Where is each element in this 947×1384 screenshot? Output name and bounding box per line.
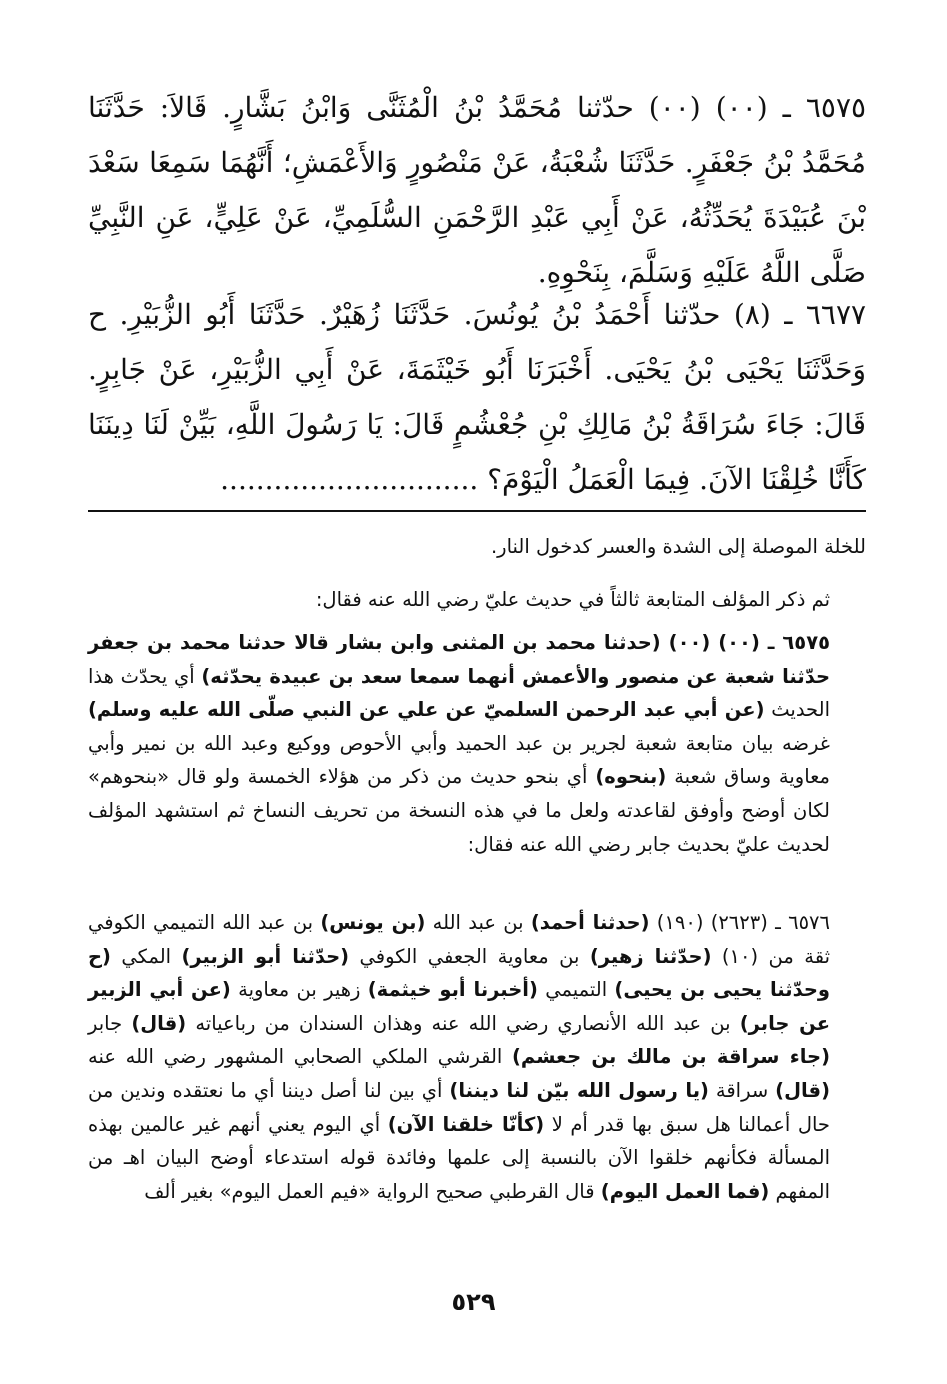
hadith-text: ـ (٨) حدّثنا أَحْمَدُ بْنُ يُونُسَ. حَدَّثَنَا زُهَيْرٌ. حَدَّثَنَا أَبُو الزُّبَيْرِ. ح وَحَدَّثَنَا يَحْيَى بْنُ يَحْيَى. أَخْبَرَنَا أَبُو خَيْثَمَةَ، عَنْ أَبِي الزُّبَيْرِ، عَنْ جَابِرٍ. قَالَ: جَاءَ سُرَاقَةُ بْنُ مَالِكِ بْنِ جُعْشُمٍ قَالَ: يَا رَسُولَ اللَّهِ، بَيِّنْ لَنَا دِينَنَا كَأَنَّا خُلِقْنَا الآنَ. فِيمَا الْعَمَلُ الْيَوْمَ؟ — [88, 298, 866, 496]
hadith-number: ٦٦٧٧ — [805, 298, 867, 331]
commentary-text: للخلة الموصلة إلى الشدة والعسر كدخول النار. — [490, 535, 866, 558]
commentary-text: المكي — [121, 944, 172, 968]
commentary-text: أي اليوم يعني أنهم غير عالمين بهذه المسألة فكأنهم خلقوا الآن بالنسبة إلى علمها وفائدة قوله استدعاء أوضح البيان اهـ من المفهم — [88, 1112, 830, 1203]
commentary-paragraph — [88, 583, 866, 617]
commentary-text: أي بين لنا أصل ديننا أي ما نعتقده وندين من حال أعمالنا هل سبق بها قدر أم لا — [88, 1078, 830, 1136]
isnad-text: (حدّثنا أبو الزبير) — [181, 944, 350, 968]
commentary-text: القرشي الملكي الصحابي المشهور رضي الله عنه — [88, 1045, 503, 1069]
commentary-text: بن معاوية الجعفي الكوفي — [359, 944, 580, 968]
commentary-paragraph — [88, 906, 866, 1208]
isnad-text: (كأنّا خلقنا الآن) — [387, 1112, 545, 1136]
hadith-number: ٦٥٧٦ ـ (٢٦٢٣) (١٩٠) — [656, 911, 830, 934]
section-divider — [88, 510, 866, 512]
commentary-text: التميمي — [545, 978, 608, 1002]
commentary-text: قال القرطبي صحيح الرواية «فيم العمل اليوم» بغير ألف — [144, 1179, 595, 1203]
isnad-text: (يا رسول الله بيّن لنا ديننا) — [449, 1078, 709, 1102]
page-number: ٥٢٩ — [451, 1288, 496, 1316]
commentary-text: أي بنحو حديث من ذكر من هؤلاء الخمسة ولو قال «بنحوهم» لكان أوضح وأوفق لقاعدته ولعل ما في هذه النسخة من تحريف النساخ ثم استشهد المؤلف لحديث عليّ بحديث جابر رضي الله عنه فقال: — [88, 765, 830, 856]
commentary-paragraph — [88, 530, 866, 564]
commentary-text: بن عبد الله التميمي الكوفي ثقة من (١٠) — [88, 911, 830, 968]
hadith-6677 — [88, 287, 866, 507]
isnad-text: (حدثنا أحمد) — [530, 911, 650, 934]
isnad-text: (حدّثنا زهير) — [589, 944, 712, 968]
hadith-number: ٦٥٧٥ — [805, 91, 867, 124]
isnad-text: (فما العمل اليوم) — [600, 1179, 770, 1203]
commentary-text: سراقة — [715, 1078, 769, 1102]
commentary-text: جابر — [88, 1011, 123, 1035]
isnad-text: (عن أبي عبد الرحمن السلميّ عن علي عن النبي صلّى الله عليه وسلم) — [88, 698, 765, 722]
commentary-text: زهير بن معاوية — [238, 978, 361, 1002]
commentary-text: بن عبد الله الأنصاري رضي الله عنه وهذان السندان من رباعياته — [195, 1011, 731, 1035]
isnad-text: (جاء سراقة بن مالك بن جعشم) — [512, 1045, 830, 1069]
commentary-text: ثم ذكر المؤلف المتابعة ثالثاً في حديث عليّ رضي الله عنه فقال: — [315, 588, 830, 611]
isnad-text: (ح وحدّثنا يحيى بن يحيى) — [88, 944, 831, 1002]
commentary-text: بن عبد الله — [432, 911, 524, 934]
isnad-text: (أخبرنا أبو خيثمة) — [367, 978, 538, 1002]
dotted-leader: ............................. — [220, 463, 479, 496]
hadith-6575 — [88, 80, 866, 300]
commentary-text: غرضه بيان متابعة شعبة لجرير بن عبد الحميد وأبي الأحوص ووكيع وعبد الله بن نمير وأبي معاوية وساق شعبة — [88, 731, 831, 789]
hadith-text: ـ (٠٠) (٠٠) حدّثنا مُحَمَّدُ بْنُ الْمُثَنَّى وَابْنُ بَشَّارٍ. قَالاَ: حَدَّثَنَا مُحَمَّدُ بْنُ جَعْفَرٍ. حَدَّثَنَا شُعْبَةُ، عَنْ مَنْصُورٍ وَالأَعْمَشِ؛ أَنَّهُمَا سَمِعَا سَعْدَ بْنَ عُبَيْدَةَ يُحَدِّثُهُ، عَنْ أَبِي عَبْدِ الرَّحْمَنِ السُّلَمِيِّ، عَنْ عَلِيٍّ، عَنِ النَّبِيِّ صَلَّى اللَّهُ عَلَيْهِ وَسَلَّمَ، بِنَحْوِهِ. — [88, 91, 866, 289]
isnad-text: ٦٥٧٥ ـ (٠٠) (٠٠) (حدثنا محمد بن المثنى وابن بشار قالا حدثنا محمد بن جعفر حدّثنا شعبة عن منصور والأعمش أنهما سمعا سعد بن عبيدة يحدّثه) — [88, 631, 831, 688]
isnad-text: (بنحوه) — [595, 765, 667, 789]
commentary-text: أي يحدّث هذا الحديث — [88, 664, 831, 722]
isnad-text: (عن أبي الزبير عن جابر) — [88, 978, 831, 1035]
isnad-text: (بن يونس) — [320, 911, 426, 934]
isnad-text: (قال) — [775, 1078, 830, 1102]
commentary-paragraph — [88, 626, 866, 861]
isnad-text: (قال) — [131, 1011, 187, 1035]
